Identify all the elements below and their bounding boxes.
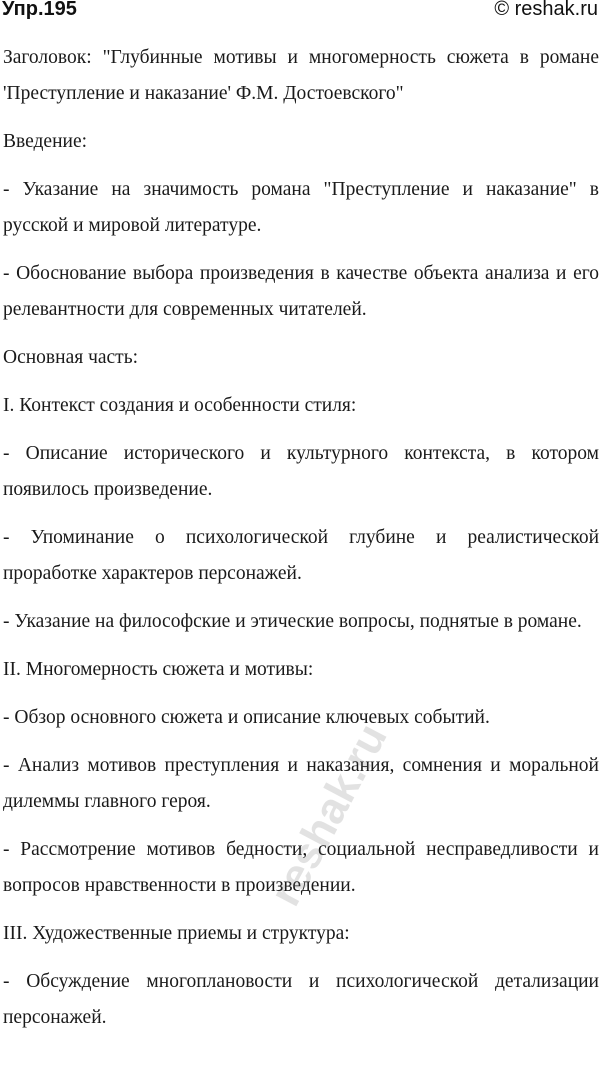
intro-heading: Введение: bbox=[3, 131, 88, 152]
section-3-point-1: - Обсуждение многоплановости и психологической детализации персонажей. bbox=[3, 971, 599, 1028]
section-2-heading: II. Многомерность сюжета и мотивы: bbox=[3, 659, 314, 680]
exercise-number: Упр.195 bbox=[2, 0, 77, 20]
section-1-point-3: - Указание на философские и этические вопросы, поднятые в романе. bbox=[3, 611, 582, 632]
section-1-heading: I. Контекст создания и особенности стиля: bbox=[3, 395, 357, 416]
section-2-point-1: - Обзор основного сюжета и описание ключевых событий. bbox=[3, 707, 490, 728]
section-2-point-3: - Рассмотрение мотивов бедности, социальной несправедливости и вопросов нравственности в произведении. bbox=[3, 839, 599, 896]
main-part-heading: Основная часть: bbox=[3, 347, 139, 368]
document-body bbox=[3, 40, 599, 1048]
intro-point-2: - Обоснование выбора произведения в качестве объекта анализа и его релевантности для современных читателей. bbox=[3, 263, 599, 320]
page-header bbox=[0, 0, 602, 26]
site-copyright[interactable]: © reshak.ru bbox=[494, 0, 598, 20]
title-paragraph: Заголовок: "Глубинные мотивы и многомерность сюжета в романе 'Преступление и наказание' Ф.М. Достоевского" bbox=[3, 47, 599, 104]
watermark-text: reshak.ru bbox=[260, 715, 397, 914]
section-1-point-1: - Описание исторического и культурного контекста, в котором появилось произведение. bbox=[3, 443, 599, 500]
section-3-heading: III. Художественные приемы и структура: bbox=[3, 923, 350, 944]
intro-point-1: - Указание на значимость романа "Преступление и наказание" в русской и мировой литературе. bbox=[3, 179, 599, 236]
section-2-point-2: - Анализ мотивов преступления и наказания, сомнения и моральной дилеммы главного героя. bbox=[3, 755, 599, 812]
section-1-point-2: - Упоминание о психологической глубине и реалистической проработке характеров персонажей. bbox=[3, 527, 599, 584]
